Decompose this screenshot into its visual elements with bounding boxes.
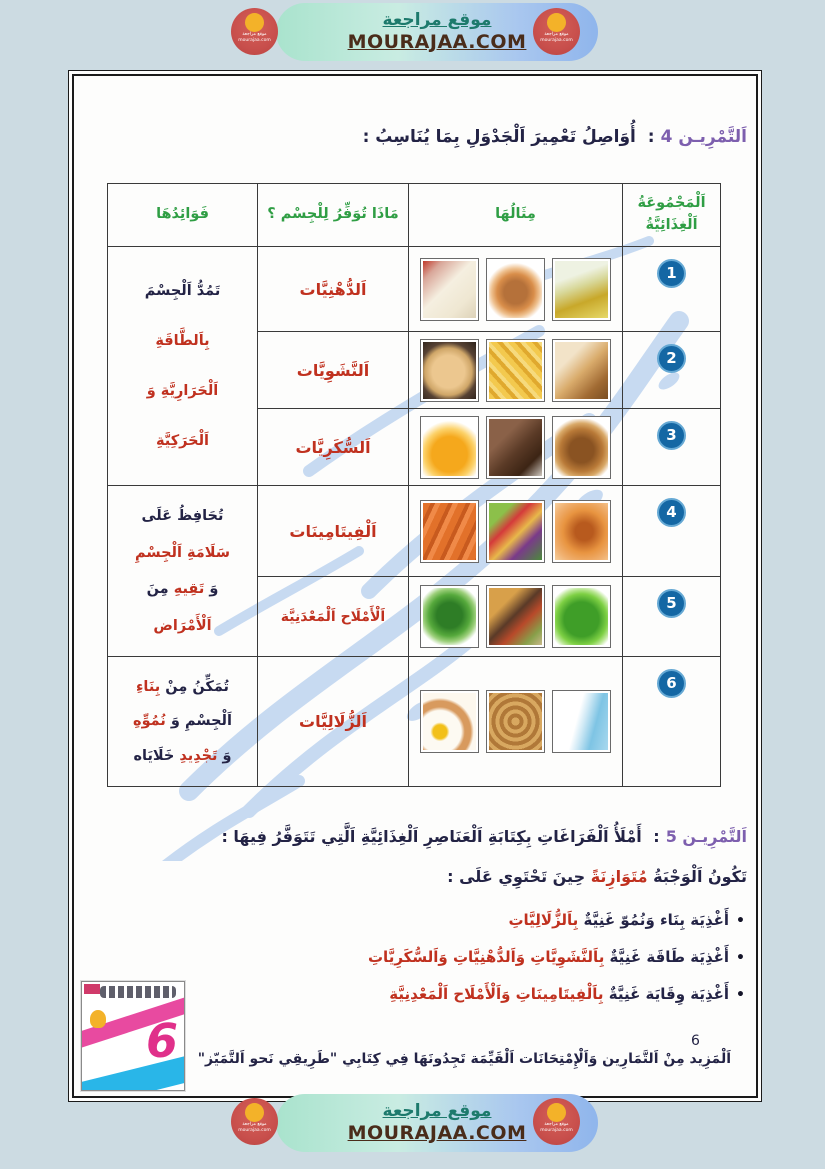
row-number-badge: 4 xyxy=(657,498,686,527)
exercise5-instruction: أَمْلَأُ اَلْفَرَاغَاتِ بِكِتَابَةِ اَلْعَنَاصِرِ اَلْغِذَائِيَّةِ اَلَّتِي تَتَوَفَّرُ فِيهَا : xyxy=(221,827,642,846)
almonds-image xyxy=(486,258,545,321)
legume-bowls-image xyxy=(486,585,545,648)
benefits-energy-cell: تَمُدُّ اَلْجِسْمَ بِاَلطَّاقَةِ اَلْحَرَارِيَّةِ وَ اَلْحَرَكِيَّةِ xyxy=(108,247,258,486)
book-cover-thumbnail xyxy=(81,981,185,1091)
exercise5-label: اَلتَّمْرِيـن 5 xyxy=(665,827,747,846)
header-example: مِثَالُهَا xyxy=(409,184,623,247)
book-kid-figure xyxy=(90,1010,106,1028)
book-grade-number: 6 xyxy=(145,1014,178,1068)
table-row xyxy=(108,657,721,787)
logo-caption-url: mourajaa.com xyxy=(238,37,271,43)
site-url-link[interactable]: MOURAJAA.COM xyxy=(347,1122,527,1145)
logo-books-icon xyxy=(245,13,264,32)
worksheet-page xyxy=(68,70,762,1102)
book-promo-note: اَلْمَزِيد مِنْ اَلتَّمَارِين وَاَلْإِمْتِحَانَات اَلْقَيِّمَة تَجِدُونَهَا فِي كِتَابِي "طَرِيقِي نَحو اَلتَّمَيّز" xyxy=(197,1051,731,1067)
site-url-link[interactable]: MOURAJAA.COM xyxy=(347,31,527,54)
table-row xyxy=(108,247,721,332)
milk-bottles-image xyxy=(552,690,611,753)
logo-caption-url: mourajaa.com xyxy=(238,1127,271,1133)
balanced-meal-sentence: تَكُونُ اَلْوَجْبَةُ مُتَوَازِنَةً حِينَ تَحْتَوِي عَلَى : xyxy=(447,867,747,886)
balanced-meal-bullet-list xyxy=(368,911,745,1003)
potatoes-image xyxy=(420,339,479,402)
site-name-link[interactable]: موقع مراجعة xyxy=(382,1100,492,1121)
header-provides: مَاذَا تُوَفِّرُ لِلْجِسْم ؟ xyxy=(258,184,409,247)
row-number-badge: 2 xyxy=(657,344,686,373)
category-starches: اَلنَّشَوِيَّات xyxy=(258,332,409,409)
row-number-badge: 5 xyxy=(657,589,686,618)
category-fats: اَلدُّهْنِيَّات xyxy=(258,247,409,332)
mourajaa-logo-icon xyxy=(231,1098,278,1145)
butter-block-image xyxy=(420,258,479,321)
honey-jar-image xyxy=(420,416,479,479)
exercise4-label: اَلتَّمْرِيـن 4 xyxy=(660,127,747,147)
eggs-image xyxy=(420,690,479,753)
category-mineral-salts: اَلْأَمْلَاح اَلْمَعْدَنِيَّة xyxy=(258,577,409,657)
logo-books-icon xyxy=(547,13,566,32)
page-number: 6 xyxy=(691,1033,700,1049)
site-name-link[interactable]: موقع مراجعة xyxy=(382,9,492,30)
row-number-badge: 3 xyxy=(657,421,686,450)
dates-image xyxy=(552,416,611,479)
logo-caption: موقع مراجعة xyxy=(544,1122,569,1127)
benefits-protection-cell: تُحَافِظُ عَلَى سَلَامَةِ اَلْجِسْمِ وَ تَقِيهِ مِنَ اَلْأَمْرَاض xyxy=(108,486,258,657)
book-corner-tag xyxy=(84,984,100,994)
lettuce-image xyxy=(552,585,611,648)
logo-books-icon xyxy=(547,1103,566,1122)
logo-caption-url: mourajaa.com xyxy=(540,1127,573,1133)
pasta-image xyxy=(486,339,545,402)
logo-caption: موقع مراجعة xyxy=(242,1122,267,1127)
exercise5-title: اَلتَّمْرِيـن 5: أَمْلَأُ اَلْفَرَاغَاتِ بِكِتَابَةِ اَلْعَنَاصِرِ اَلْغِذَائِيَّةِ اَلَّتِي تَتَوَفَّرُ فِيهَا : xyxy=(221,827,747,846)
exercise4-instruction: أُوَاصِلُ تَعْمِيرَ اَلْجَدْوَلِ بِمَا يُنَاسِبُ : xyxy=(362,127,636,147)
benefits-building-cell: تُمَكِّنُ مِنْ بِنَاءِ اَلْجِسْمِ وَ نُمُوِّهِ وَ تَجْدِيدِ خَلَايَاه xyxy=(108,657,258,787)
row-number-badge: 1 xyxy=(657,259,686,288)
bullet-proteins: •أَغْذِيَة بِنَاء وَنُمُوّ غَنِيَّةٌ بِاَلزُّلَالِيَّاتِ xyxy=(508,911,745,929)
bread-grains-image xyxy=(552,339,611,402)
row-number-badge: 6 xyxy=(657,669,686,698)
carrots-image xyxy=(420,500,479,563)
mourajaa-logo-icon xyxy=(533,1098,580,1145)
category-vitamins: اَلْفِيتَامِينَات xyxy=(258,486,409,577)
bullet-energy-foods: •أَغْذِيَة طَاقَة غَنِيَّةٌ بِاَلنَّشَوِيَّاتِ وَاَلدُّهْنِيَّاتِ وَاَلسُّكَرِيَّاتِ xyxy=(367,948,745,966)
book-handwritten-title xyxy=(100,986,176,998)
logo-caption: موقع مراجعة xyxy=(242,32,267,37)
parsley-image xyxy=(420,585,479,648)
category-proteins: اَلزُّلَالِيَّات xyxy=(258,657,409,787)
logo-caption-url: mourajaa.com xyxy=(540,37,573,43)
chocolate-cake-image xyxy=(486,416,545,479)
mixed-vegetables-image xyxy=(486,500,545,563)
mourajaa-logo-icon xyxy=(231,8,278,55)
header-food-group: اَلْمَجْمُوعَةُ اَلْغِذَائِيَّةُ xyxy=(623,184,721,247)
category-sugars: اَلسُّكَرِيَّات xyxy=(258,409,409,486)
logo-caption: موقع مراجعة xyxy=(544,32,569,37)
chickpeas-image xyxy=(486,690,545,753)
exercise4-title: اَلتَّمْرِيـن 4: أُوَاصِلُ تَعْمِيرَ اَلْجَدْوَلِ بِمَا يُنَاسِبُ : xyxy=(362,127,747,147)
olive-oil-bottle-image xyxy=(552,258,611,321)
table-row xyxy=(108,486,721,577)
bullet-protective-foods: •أَغْذِيَة وِقَايَة غَنِيَّةٌ بِاَلْفِيتَامِينَاتِ وَاَلْأَمْلَاح اَلْمَعْدِنِيَّةِ xyxy=(389,985,745,1003)
pumpkin-slices-image xyxy=(552,500,611,563)
mourajaa-logo-icon xyxy=(533,8,580,55)
logo-books-icon xyxy=(245,1103,264,1122)
header-benefits: فَوَائِدُهَا xyxy=(108,184,258,247)
food-groups-table xyxy=(107,183,721,787)
